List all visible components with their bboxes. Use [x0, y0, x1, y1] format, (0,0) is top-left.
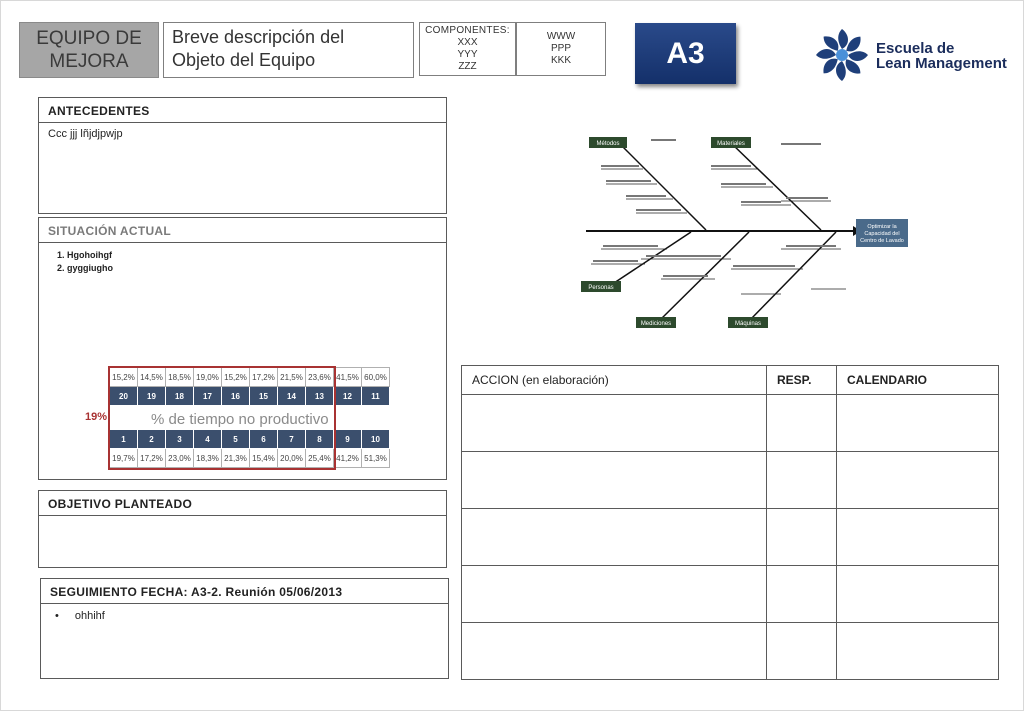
effect-line2: Capacidad del — [864, 231, 900, 237]
pct-cell: 41,2% — [334, 449, 362, 468]
situacion-title: SITUACIÓN ACTUAL — [39, 218, 446, 243]
antecedentes-title: ANTECEDENTES — [39, 98, 446, 123]
col-calendario: CALENDARIO — [837, 366, 999, 395]
effect-line1: Optimizar la — [867, 224, 897, 230]
action-cell[interactable] — [462, 452, 767, 509]
num-cell: 5 — [222, 430, 250, 449]
fish-label-maquinas: Máquinas — [734, 321, 762, 327]
resp-cell[interactable] — [767, 452, 837, 509]
cal-cell[interactable] — [837, 509, 999, 566]
table-row — [462, 623, 999, 680]
num-cell: 7 — [278, 430, 306, 449]
num-cell: 8 — [306, 430, 334, 449]
pct-cell: 23,6% — [306, 368, 334, 387]
pct-cell: 15,2% — [110, 368, 138, 387]
pct-cell: 20,0% — [278, 449, 306, 468]
bone-materiales — [731, 143, 821, 230]
objetivo-title: OBJETIVO PLANTEADO — [39, 491, 446, 516]
cal-cell[interactable] — [837, 566, 999, 623]
component-5: PPP — [550, 43, 571, 54]
action-cell[interactable] — [462, 566, 767, 623]
num-cell: 15 — [250, 387, 278, 406]
pct-cell: 23,0% — [166, 449, 194, 468]
resp-cell[interactable] — [767, 623, 837, 680]
pct-cell: 19,7% — [110, 449, 138, 468]
list-item: • ohhihf — [55, 610, 439, 622]
fishbone-notes — [593, 139, 836, 277]
pct-cell: 15,4% — [250, 449, 278, 468]
action-cell[interactable] — [462, 395, 767, 452]
logo-line2: Lean Management — [876, 55, 1007, 72]
col-action: ACCION (en elaboración) — [462, 366, 767, 395]
table-row — [462, 452, 999, 509]
num-cell: 3 — [166, 430, 194, 449]
num-cell: 11 — [362, 387, 390, 406]
pct-cell: 19,0% — [194, 368, 222, 387]
bone-metodos — [619, 143, 706, 230]
logo-line1: Escuela de — [876, 40, 955, 57]
desc-line2: Objeto del Equipo — [172, 50, 316, 70]
antecedentes-section — [38, 97, 447, 214]
action-table-header — [462, 366, 999, 395]
pct-cell: 25,4% — [306, 449, 334, 468]
action-cell[interactable] — [462, 509, 767, 566]
desc-line1: Breve descripción del — [172, 27, 345, 47]
num-cell: 16 — [222, 387, 250, 406]
team-line2: MEJORA — [49, 51, 129, 72]
cal-cell[interactable] — [837, 452, 999, 509]
seguimiento-title: SEGUIMIENTO FECHA: A3-2. Reunión 05/06/2013 — [41, 579, 448, 604]
pct-cell: 14,5% — [138, 368, 166, 387]
action-cell[interactable] — [462, 623, 767, 680]
num-cell: 10 — [362, 430, 390, 449]
num-cell: 9 — [334, 430, 362, 449]
effect-line3: Centro de Lavado — [860, 238, 904, 244]
resp-cell[interactable] — [767, 395, 837, 452]
num-cell: 2 — [138, 430, 166, 449]
description-box — [163, 22, 414, 78]
antecedentes-text: Ccc jjj lñjdjpwjp — [48, 128, 123, 140]
pct-cell: 17,2% — [250, 368, 278, 387]
pct-cell: 21,3% — [222, 449, 250, 468]
a3-badge: A3 — [635, 23, 736, 84]
list-item: 1. Hgohoihgf — [67, 249, 437, 262]
fish-label-materiales: Materiales — [717, 141, 745, 147]
team-box — [19, 22, 159, 78]
col-resp: RESP. — [767, 366, 837, 395]
list-item: 2. gyggiugho — [67, 262, 437, 275]
num-cell: 13 — [306, 387, 334, 406]
num-cell: 1 — [110, 430, 138, 449]
objetivo-section — [38, 490, 447, 568]
pct-cell: 41,5% — [334, 368, 362, 387]
seguimiento-list — [41, 604, 448, 622]
logo-text — [876, 41, 1007, 71]
fish-label-personas: Personas — [588, 285, 614, 291]
num-cell: 18 — [166, 387, 194, 406]
component-2: YYY — [457, 49, 478, 60]
table-row — [462, 395, 999, 452]
middle-label: % de tiempo no productivo — [151, 411, 329, 428]
pct-cell: 60,0% — [362, 368, 390, 387]
pct-cell: 18,3% — [194, 449, 222, 468]
component-3: ZZZ — [458, 61, 477, 72]
num-cell: 17 — [194, 387, 222, 406]
num-cell: 14 — [278, 387, 306, 406]
fish-label-metodos: Métodos — [596, 141, 620, 147]
table-row — [462, 509, 999, 566]
components-box — [419, 22, 516, 76]
pct-cell: 18,5% — [166, 368, 194, 387]
components-label: COMPONENTES: — [425, 25, 510, 36]
component-4: WWW — [546, 31, 576, 42]
school-logo — [813, 26, 1008, 84]
num-cell: 19 — [138, 387, 166, 406]
num-cell: 4 — [194, 430, 222, 449]
situacion-list — [39, 243, 446, 275]
pct-cell: 15,2% — [222, 368, 250, 387]
highlight-frame — [108, 366, 336, 470]
action-table — [461, 365, 999, 680]
fish-label-mediciones: Mediciones — [640, 321, 672, 327]
cal-cell[interactable] — [837, 623, 999, 680]
components-box-2 — [516, 22, 606, 76]
component-1: XXX — [457, 37, 478, 48]
flower-logo-icon — [813, 26, 871, 84]
resp-cell[interactable] — [767, 566, 837, 623]
component-6: KKK — [550, 55, 571, 66]
num-cell: 6 — [250, 430, 278, 449]
num-cell: 20 — [110, 387, 138, 406]
pct-cell: 21,5% — [278, 368, 306, 387]
team-line1: EQUIPO DE — [36, 28, 142, 49]
marker-pct: 19% — [85, 411, 108, 423]
table-row — [462, 566, 999, 623]
resp-cell[interactable] — [767, 509, 837, 566]
seguimiento-section — [40, 578, 449, 679]
fishbone-diagram — [581, 129, 911, 329]
num-cell: 12 — [334, 387, 362, 406]
pct-cell: 17,2% — [138, 449, 166, 468]
pct-cell: 51,3% — [362, 449, 390, 468]
bone-personas — [611, 232, 691, 285]
cal-cell[interactable] — [837, 395, 999, 452]
